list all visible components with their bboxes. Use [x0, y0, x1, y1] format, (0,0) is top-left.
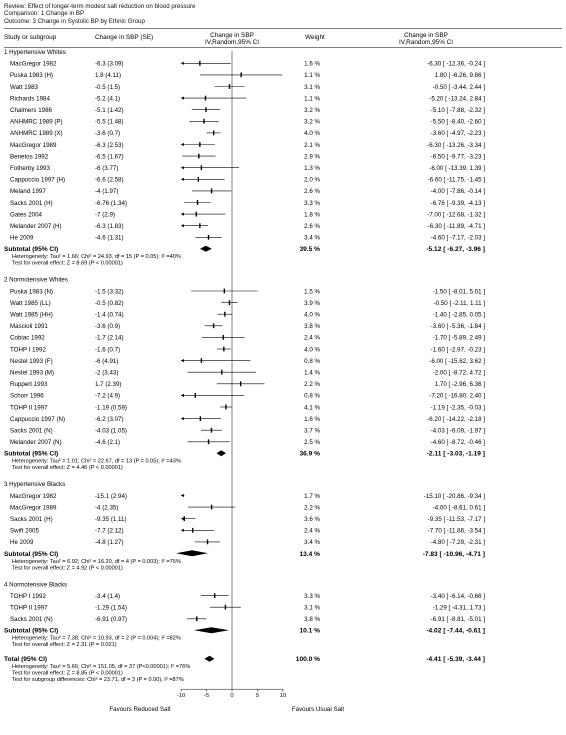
- x-tick-label: 5: [255, 693, 260, 700]
- study-estimate-se: -6 (4.91): [95, 357, 119, 365]
- point-estimate: [223, 335, 224, 340]
- overall-effect-text: Test for overall effect: Z = 2.31 (P = 0.021): [12, 642, 117, 649]
- ci-arrow-left: [181, 178, 184, 181]
- study-name: Benetos 1992: [10, 153, 49, 161]
- study-ci: -7.20 [ -16.80, 2.40 ]: [429, 392, 485, 400]
- subtotal-weight: 13.4 %: [299, 550, 320, 558]
- study-ci: -1.50 [ -8.01, 5.01 ]: [432, 288, 485, 296]
- study-name: Melander 2007 (H): [10, 223, 62, 230]
- point-estimate: [213, 131, 214, 136]
- total-ci: -4.41 [ -5.39, -3.44 ]: [426, 656, 485, 664]
- total-diamond: [205, 656, 215, 662]
- study-ci: -0.50 [ -3.44, 2.44 ]: [432, 83, 485, 91]
- study-ci: -1.40 [ -2.85, 0.05 ]: [432, 311, 485, 319]
- group-title: 3 Hypertensive Blacks: [4, 481, 66, 489]
- study-ci: -5.20 [ -13.24, 2.84 ]: [429, 95, 485, 103]
- study-estimate-se: -0.5 (1.5): [95, 83, 121, 91]
- study-estimate-se: -6.76 (1.34): [95, 199, 127, 207]
- x-tick-label: -5: [203, 693, 210, 700]
- ci-arrow-left: [181, 213, 184, 216]
- study-weight: 1.6 %: [304, 60, 320, 68]
- point-estimate: [199, 142, 200, 147]
- comparison-label: Comparison: 1 Change in BP: [4, 10, 85, 18]
- study-estimate-se: -6.5 (1.67): [95, 153, 124, 161]
- study-weight: 1.3 %: [304, 165, 320, 172]
- study-estimate-se: -2 (3.43): [95, 369, 119, 377]
- study-weight: 2.2 %: [304, 504, 320, 512]
- study-weight: 2.4 %: [304, 527, 320, 535]
- study-weight: 4.0 %: [304, 346, 320, 354]
- study-ci: -4.00 [ -7.86, -0.14 ]: [430, 188, 485, 196]
- subtotal-ci: -7.83 [ -10.96, -4.71 ]: [422, 550, 485, 558]
- study-weight: 1.1 %: [304, 72, 320, 80]
- study-estimate-se: -3.6 (0.7): [95, 130, 121, 138]
- study-weight: 3.2 %: [304, 118, 320, 126]
- study-name: Chalmers 1986: [10, 107, 52, 114]
- subtotal-ci: -2.11 [ -3.03, -1.19 ]: [426, 450, 485, 458]
- study-name: TOHP II 1997: [10, 404, 48, 412]
- study-name: MacGregor 1989: [10, 504, 57, 512]
- study-ci: -7.00 [ -12.68, -1.32 ]: [427, 211, 485, 219]
- study-weight: 1.8 %: [304, 211, 320, 219]
- study-estimate-se: -7.7 (2.12): [95, 527, 124, 535]
- ci-arrow-left: [181, 97, 184, 100]
- study-ci: -3.40 [ -6.14, -0.66 ]: [430, 592, 485, 600]
- study-estimate-se: -4.6 (1.31): [95, 234, 124, 242]
- point-estimate: [224, 289, 225, 294]
- point-estimate: [196, 212, 197, 217]
- study-estimate-se: -9.35 (1.11): [95, 516, 127, 523]
- forest-rows: [4, 49, 485, 713]
- total-weight: 100.0 %: [295, 656, 320, 664]
- ci-arrow-left: [181, 166, 184, 169]
- col-header-weight: Weight: [305, 34, 325, 41]
- study-weight: 1.1 %: [304, 95, 320, 103]
- study-name: MacGregor 1982: [10, 492, 57, 500]
- point-estimate: [201, 165, 202, 170]
- study-name: Puska 1983 (N): [10, 288, 53, 296]
- study-ci: -1.29 [ -4.31, 1.73 ]: [432, 604, 485, 612]
- point-estimate: [203, 119, 204, 124]
- study-ci: -4.60 [ -8.72, -0.46 ]: [430, 439, 485, 447]
- point-estimate: [205, 107, 206, 112]
- point-estimate: [214, 593, 215, 598]
- study-estimate-se: -1.6 (0.7): [95, 346, 121, 354]
- study-estimate-se: 1.7 (2.39): [95, 381, 122, 389]
- col-header-plot-1: Change in SBP: [210, 32, 254, 39]
- group-title: 4 Normotensive Blacks: [4, 581, 68, 589]
- study-ci: -4.03 [ -6.09, -1.97 ]: [430, 427, 485, 435]
- study-name: Richards 1984: [10, 95, 50, 103]
- study-name: Fotherby 1993: [10, 165, 50, 172]
- study-name: ANHMRC 1989 (X): [10, 130, 63, 138]
- group-title: 2 Normotensive Whites: [4, 276, 68, 284]
- study-name: TOHP I 1992: [10, 592, 46, 600]
- study-ci: -2.00 [ -8.72, 4.72 ]: [432, 369, 485, 377]
- point-estimate: [195, 393, 196, 398]
- study-name: Mascioli 1991: [10, 323, 48, 331]
- study-estimate-se: -1.29 (1.54): [95, 604, 127, 612]
- study-ci: -9.35 [ -11.53, -7.17 ]: [427, 516, 485, 523]
- subtotal-label: Subtotal (95% CI): [4, 627, 59, 635]
- study-estimate-se: -0.5 (0.82): [95, 299, 124, 307]
- col-header-study: Study or subgroup: [4, 34, 57, 41]
- ci-arrow-left: [181, 143, 184, 146]
- x-label-left: Favours Reduced Salt: [109, 706, 171, 714]
- col-header-ci-1: Change in SBP: [404, 32, 448, 39]
- point-estimate: [207, 540, 208, 545]
- point-estimate: [205, 96, 206, 101]
- point-estimate: [199, 223, 200, 228]
- study-weight: 3.6 %: [304, 516, 320, 523]
- study-weight: 4.1 %: [304, 404, 320, 412]
- study-ci: -4.80 [ -7.29, -2.31 ]: [430, 539, 485, 547]
- study-ci: -6.50 [ -9.77, -3.23 ]: [430, 153, 485, 161]
- point-estimate: [199, 61, 200, 66]
- x-tick-label: 0: [230, 693, 234, 700]
- subtotal-diamond: [217, 450, 226, 456]
- study-name: Cobiac 1992: [10, 334, 45, 342]
- study-ci: 1.80 [ -6.26, 9.86 ]: [434, 72, 485, 80]
- study-weight: 3.1 %: [304, 604, 320, 612]
- study-weight: 3.8 %: [304, 323, 320, 331]
- study-ci: -0.50 [ -2.11, 1.11 ]: [433, 299, 485, 307]
- ci-arrow-left: [181, 529, 184, 532]
- study-name: Cappuccio 1997 (H): [10, 176, 66, 184]
- study-weight: 2.0 %: [304, 176, 320, 184]
- study-estimate-se: -6.3 (2.53): [95, 141, 124, 149]
- subtotal-ci: -5.12 [ -6.27, -3.96 ]: [426, 246, 485, 254]
- point-estimate: [211, 428, 212, 433]
- study-estimate-se: -6.3 (1.83): [95, 223, 124, 230]
- study-weight: 3.1 %: [304, 83, 320, 91]
- subtotal-weight: 10.1 %: [299, 627, 320, 635]
- study-ci: -5.50 [ -8.40, -2.60 ]: [430, 118, 485, 126]
- study-name: Swift 2005: [10, 527, 39, 535]
- study-estimate-se: -4.03 (1.05): [95, 427, 127, 435]
- point-estimate: [201, 358, 202, 363]
- study-weight: 2.1 %: [304, 141, 320, 149]
- study-ci: -15.10 [ -20.86, -9.34 ]: [423, 492, 485, 500]
- study-name: MacGregor 1982: [10, 60, 57, 68]
- study-ci: -7.70 [ -11.86, -3.54 ]: [427, 527, 485, 535]
- study-name: Meland 1997: [10, 188, 46, 196]
- study-name: Nestel 1993 (M): [10, 369, 55, 377]
- study-estimate-se: -6.6 (2.58): [95, 176, 124, 184]
- study-ci: -6.30 [ -12.36, -0.24 ]: [427, 60, 485, 68]
- study-weight: 3.2 %: [304, 107, 320, 114]
- subtotal-weight: 36.9 %: [299, 450, 320, 458]
- study-estimate-se: -6 (3.77): [95, 165, 119, 172]
- point-estimate: [240, 381, 241, 386]
- study-name: Puska 1983 (H): [10, 72, 53, 80]
- point-estimate: [225, 605, 226, 610]
- study-ci: -4.60 [ -7.17, -2.03 ]: [430, 234, 485, 242]
- study-weight: 1.5 %: [304, 288, 320, 296]
- subtotal-label: Subtotal (95% CI): [4, 246, 59, 254]
- point-estimate: [208, 439, 209, 444]
- study-estimate-se: -4.8 (1.27): [95, 539, 124, 547]
- subtotal-diamond: [194, 627, 229, 633]
- study-weight: 4.0 %: [304, 130, 320, 138]
- study-weight: 2.2 %: [304, 381, 320, 389]
- study-estimate-se: -1.19 (0.59): [95, 404, 127, 412]
- subgroup-differences-text: Test for subgroup differences: Chi² = 23.71, df = 3 (P = 0.00), I² =87%: [12, 677, 184, 684]
- study-weight: 0.8 %: [304, 392, 320, 400]
- study-ci: -3.60 [ -5.36, -1.84 ]: [430, 323, 485, 331]
- x-label-right: Favours Usual Salt: [291, 706, 345, 714]
- x-tick-label: -10: [176, 693, 186, 700]
- point-estimate: [198, 177, 199, 182]
- study-estimate-se: -4.6 (2.1): [95, 439, 121, 447]
- study-estimate-se: -15.1 (2.94): [95, 492, 127, 500]
- heterogeneity-text: Heterogeneity: Tau² = 1.66; Chi² = 24.93, df = 15 (P = 0.05); I² =40%: [12, 254, 181, 261]
- ci-arrow-left: [181, 394, 184, 397]
- study-ci: 1.70 [ -2.96, 6.36 ]: [434, 381, 485, 389]
- study-name: Watt 1985 (HH): [10, 311, 53, 319]
- study-weight: 3.4 %: [304, 234, 320, 242]
- overall-effect-text: Test for overall effect: Z = 4.46 (P < 0.00001): [12, 465, 123, 472]
- study-weight: 3.7 %: [304, 427, 320, 435]
- ci-arrow-left: [181, 517, 184, 520]
- study-estimate-se: -6.2 (3.07): [95, 415, 124, 423]
- study-weight: 3.3 %: [304, 199, 320, 207]
- study-name: Schorr 1996: [10, 392, 44, 400]
- point-estimate: [197, 200, 198, 205]
- heterogeneity-text: Heterogeneity: Tau² = 7.38; Chi² = 10.93, df = 2 (P = 0.004); I² =82%: [12, 635, 181, 642]
- overall-effect-text: Test for overall effect: Z = 4.92 (P < 0.00001): [12, 565, 123, 572]
- study-ci: -4.00 [ -8.61, 0.61 ]: [432, 504, 485, 512]
- study-estimate-se: -6.3 (3.09): [95, 60, 124, 68]
- study-name: MacGregor 1989: [10, 141, 57, 149]
- point-estimate: [192, 528, 193, 533]
- study-ci: -6.91 [ -8.81, -5.01 ]: [430, 616, 485, 624]
- study-weight: 1.6 %: [304, 415, 320, 423]
- study-estimate-se: -1.7 (2.14): [95, 334, 124, 342]
- study-ci: -6.00 [ -15.62, 3.62 ]: [429, 357, 485, 365]
- study-estimate-se: -5.1 (1.42): [95, 107, 124, 114]
- study-weight: 3.4 %: [304, 539, 320, 547]
- subtotal-diamond: [176, 550, 208, 556]
- outcome-label: Outcome: 3 Change in Systolic BP by Ethnic Group: [4, 17, 145, 25]
- overall-effect-text: Test for overall effect: Z = 8.69 (P < 0.00001): [12, 260, 123, 267]
- study-weight: 2.6 %: [304, 223, 320, 230]
- subtotal-label: Subtotal (95% CI): [4, 450, 59, 458]
- study-name: He 2009: [10, 234, 34, 242]
- subtotal-diamond: [200, 246, 212, 252]
- point-estimate: [184, 516, 185, 521]
- point-estimate: [200, 416, 201, 421]
- study-name: Sacks 2001 (N): [10, 616, 53, 624]
- study-estimate-se: -7 (2.9): [95, 211, 115, 219]
- total-heterogeneity-text: Heterogeneity: Tau² = 5.66; Chi² = 151.05, df = 37 (P<0.00001); I² =76%: [12, 664, 191, 671]
- study-estimate-se: -4 (2.35): [95, 504, 119, 512]
- study-name: ANHMRC 1989 (P): [10, 118, 63, 126]
- study-estimate-se: -3.4 (1.4): [95, 592, 121, 600]
- study-estimate-se: 1.8 (4.11): [95, 72, 122, 80]
- ci-arrow-left: [181, 224, 184, 227]
- study-ci: -1.19 [ -2.35, -0.03 ]: [430, 404, 485, 412]
- heterogeneity-text: Heterogeneity: Tau² = 6.92; Chi² = 16.20, df = 4 (P = 0.003); I² =75%: [12, 558, 181, 565]
- study-ci: -6.30 [ -13.26, -3.34 ]: [427, 141, 485, 149]
- col-header-plot-2: IV,Random,95% CI: [204, 39, 260, 46]
- study-name: Gates 2004: [10, 211, 42, 219]
- point-estimate: [240, 73, 241, 78]
- point-estimate: [224, 312, 225, 317]
- study-ci: -6.60 [ -11.75, -1.45 ]: [427, 176, 485, 184]
- ci-arrow-left: [181, 494, 184, 497]
- study-weight: 2.4 %: [304, 334, 320, 342]
- study-name: He 2009: [10, 539, 34, 547]
- study-weight: 2.9 %: [304, 153, 320, 161]
- heterogeneity-text: Heterogeneity: Tau² = 1.01; Chi² = 22.67, df = 13 (P = 0.05); I² =43%: [12, 458, 181, 465]
- study-ci: -5.10 [ -7.88, -2.32 ]: [430, 107, 485, 114]
- study-ci: -3.60 [ -4.97, -2.23 ]: [430, 130, 485, 138]
- point-estimate: [229, 300, 230, 305]
- study-name: TOHP I 1992: [10, 346, 46, 354]
- study-ci: -6.00 [ -13.39, 1.39 ]: [429, 165, 485, 172]
- col-header-ci-2: IV,Random,95% CI: [398, 39, 454, 46]
- point-estimate: [196, 616, 197, 621]
- study-weight: 2.5 %: [304, 439, 320, 447]
- study-estimate-se: -1.5 (3.32): [95, 288, 124, 296]
- study-name: Sacks 2001 (H): [10, 516, 53, 523]
- point-estimate: [225, 405, 226, 410]
- subtotal-label: Subtotal (95% CI): [4, 550, 59, 558]
- group-title: 1 Hypertensive Whites: [4, 49, 66, 56]
- study-estimate-se: -1.4 (0.74): [95, 311, 124, 319]
- ci-arrow-left: [181, 62, 184, 65]
- point-estimate: [211, 189, 212, 194]
- study-name: Sacks 2001 (H): [10, 199, 53, 207]
- point-estimate: [211, 505, 212, 510]
- study-name: TOHP II 1997: [10, 604, 48, 612]
- ci-arrow-left: [181, 417, 184, 420]
- study-name: Watt 1985 (LL): [10, 299, 51, 307]
- study-weight: 1.4 %: [304, 369, 320, 377]
- study-estimate-se: -5.5 (1.48): [95, 118, 124, 126]
- study-name: Melander 2007 (N): [10, 439, 62, 447]
- review-title: Review: Effect of longer-term modest salt reduction on blood pressure: [4, 3, 196, 10]
- ci-arrow-left: [181, 359, 184, 362]
- study-ci: -1.70 [ -5.89, 2.49 ]: [432, 334, 485, 342]
- study-weight: 3.9 %: [304, 299, 320, 307]
- study-name: Ruppert 1993: [10, 381, 48, 389]
- study-estimate-se: -4 (1.97): [95, 188, 119, 196]
- total-overall-effect-text: Test for overall effect: Z = 8.85 (P < 0.00001): [12, 670, 123, 677]
- total-label: Total (95% CI): [4, 656, 48, 664]
- point-estimate: [221, 370, 222, 375]
- subtotal-ci: -4.02 [ -7.44, -0.61 ]: [426, 627, 485, 635]
- study-estimate-se: -7.2 (4.9): [95, 392, 121, 400]
- study-weight: 1.7 %: [304, 492, 320, 500]
- point-estimate: [223, 347, 224, 352]
- study-name: Cappuccio 1997 (N): [10, 415, 66, 423]
- study-weight: 4.0 %: [304, 311, 320, 319]
- study-name: Nestel 1993 (F): [10, 357, 53, 365]
- study-estimate-se: -6.91 (0.97): [95, 616, 127, 624]
- study-name: Watt 1983: [10, 83, 38, 91]
- study-ci: -1.60 [ -2.97, -0.23 ]: [430, 346, 485, 354]
- study-ci: -6.20 [ -14.22, -2.18 ]: [427, 415, 485, 423]
- point-estimate: [213, 323, 214, 328]
- study-name: Sacks 2001 (N): [10, 427, 53, 435]
- study-ci: -6.76 [ -9.39, -4.13 ]: [430, 199, 485, 207]
- subtotal-weight: 39.5 %: [299, 246, 320, 254]
- study-weight: 3.3 %: [304, 592, 320, 600]
- study-ci: -6.30 [ -11.89, -4.71 ]: [427, 223, 485, 230]
- study-weight: 2.6 %: [304, 188, 320, 196]
- x-tick-label: 10: [279, 693, 287, 700]
- col-header-change: Change in SBP (SE): [95, 34, 154, 41]
- point-estimate: [229, 84, 230, 89]
- study-weight: 3.8 %: [304, 616, 320, 624]
- point-estimate: [208, 235, 209, 240]
- study-weight: 0.8 %: [304, 357, 320, 365]
- study-estimate-se: -3.6 (0.9): [95, 323, 121, 331]
- point-estimate: [198, 154, 199, 159]
- study-estimate-se: -5.2 (4.1): [95, 95, 121, 103]
